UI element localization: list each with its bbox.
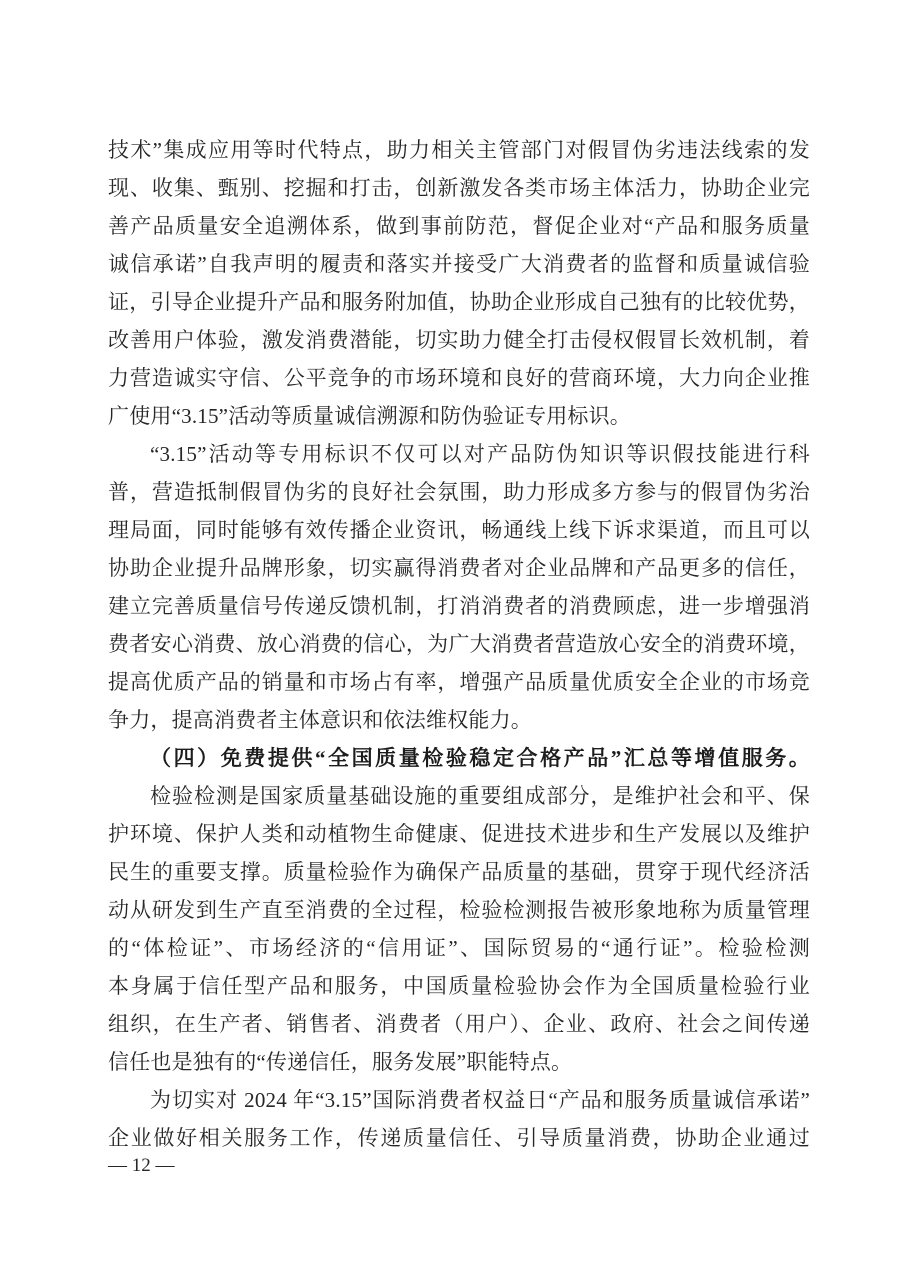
- text-line-18: 检验检测是国家质量基础设施的重要组成部分，是维护社会和平、保: [150, 784, 810, 808]
- section-heading: （四）免费提供“全国质量检验稳定合格产品”汇总等增值服务。: [150, 746, 810, 770]
- text-line-27: 企业做好相关服务工作，传递质量信任、引导质量消费，协助企业通过: [108, 1126, 810, 1150]
- text-line-7: 力营造诚实守信、公平竞争的市场环境和良好的营商环境，大力向企业推: [108, 366, 810, 390]
- text-line-6: 改善用户体验，激发消费潜能，切实助力健全打击侵权假冒长效机制，着: [108, 328, 810, 352]
- text-line-19: 护环境、保护人类和动植物生命健康、促进技术进步和生产发展以及维护: [108, 822, 810, 846]
- text-line-8: 广使用“3.15”活动等质量诚信溯源和防伪验证专用标识。: [108, 404, 631, 428]
- text-line-10: 普，营造抵制假冒伪劣的良好社会氛围，助力形成多方参与的假冒伪劣治: [108, 480, 810, 504]
- text-line-3: 善产品质量安全追溯体系，做到事前防范，督促企业对“产品和服务质量: [108, 214, 810, 238]
- text-line-9: “3.15”活动等专用标识不仅可以对产品防伪知识等识假技能进行科: [150, 442, 810, 466]
- text-line-1: 技术”集成应用等时代特点，助力相关主管部门对假冒伪劣违法线索的发: [108, 138, 810, 162]
- text-line-21: 动从研发到生产直至消费的全过程，检验检测报告被形象地称为质量管理: [108, 898, 810, 922]
- text-line-4: 诚信承诺”自我声明的履责和落实并接受广大消费者的监督和质量诚信验: [108, 252, 810, 276]
- text-line-22: 的“体检证”、市场经济的“信用证”、国际贸易的“通行证”。检验检测: [108, 936, 810, 960]
- text-line-5: 证，引导企业提升产品和服务附加值，协助企业形成自己独有的比较优势，: [108, 290, 810, 314]
- text-line-11: 理局面，同时能够有效传播企业资讯，畅通线上线下诉求渠道，而且可以: [108, 518, 810, 542]
- text-line-15: 提高优质产品的销量和市场占有率，增强产品质量优质安全企业的市场竞: [108, 670, 810, 694]
- text-line-12: 协助企业提升品牌形象，切实赢得消费者对企业品牌和产品更多的信任，: [108, 556, 810, 580]
- text-line-14: 费者安心消费、放心消费的信心，为广大消费者营造放心安全的消费环境，: [108, 632, 810, 656]
- text-line-23: 本身属于信任型产品和服务，中国质量检验协会作为全国质量检验行业: [108, 974, 810, 998]
- page-number-footer: — 12 —: [108, 1155, 175, 1176]
- text-line-16: 争力，提高消费者主体意识和依法维权能力。: [108, 708, 532, 732]
- text-line-2: 现、收集、甄别、挖掘和打击，创新激发各类市场主体活力，协助企业完: [108, 176, 810, 200]
- body-text-block: [108, 131, 810, 1157]
- text-line-26: 为切实对 2024 年“3.15”国际消费者权益日“产品和服务质量诚信承诺”: [150, 1088, 810, 1112]
- text-line-13: 建立完善质量信号传递反馈机制，打消消费者的消费顾虑，进一步增强消: [108, 594, 810, 618]
- text-line-20: 民生的重要支撑。质量检验作为确保产品质量的基础，贯穿于现代经济活: [108, 860, 810, 884]
- text-line-24: 组织，在生产者、销售者、消费者（用户）、企业、政府、社会之间传递: [108, 1012, 810, 1036]
- text-line-25: 信任也是独有的“传递信任，服务发展”职能特点。: [108, 1050, 573, 1074]
